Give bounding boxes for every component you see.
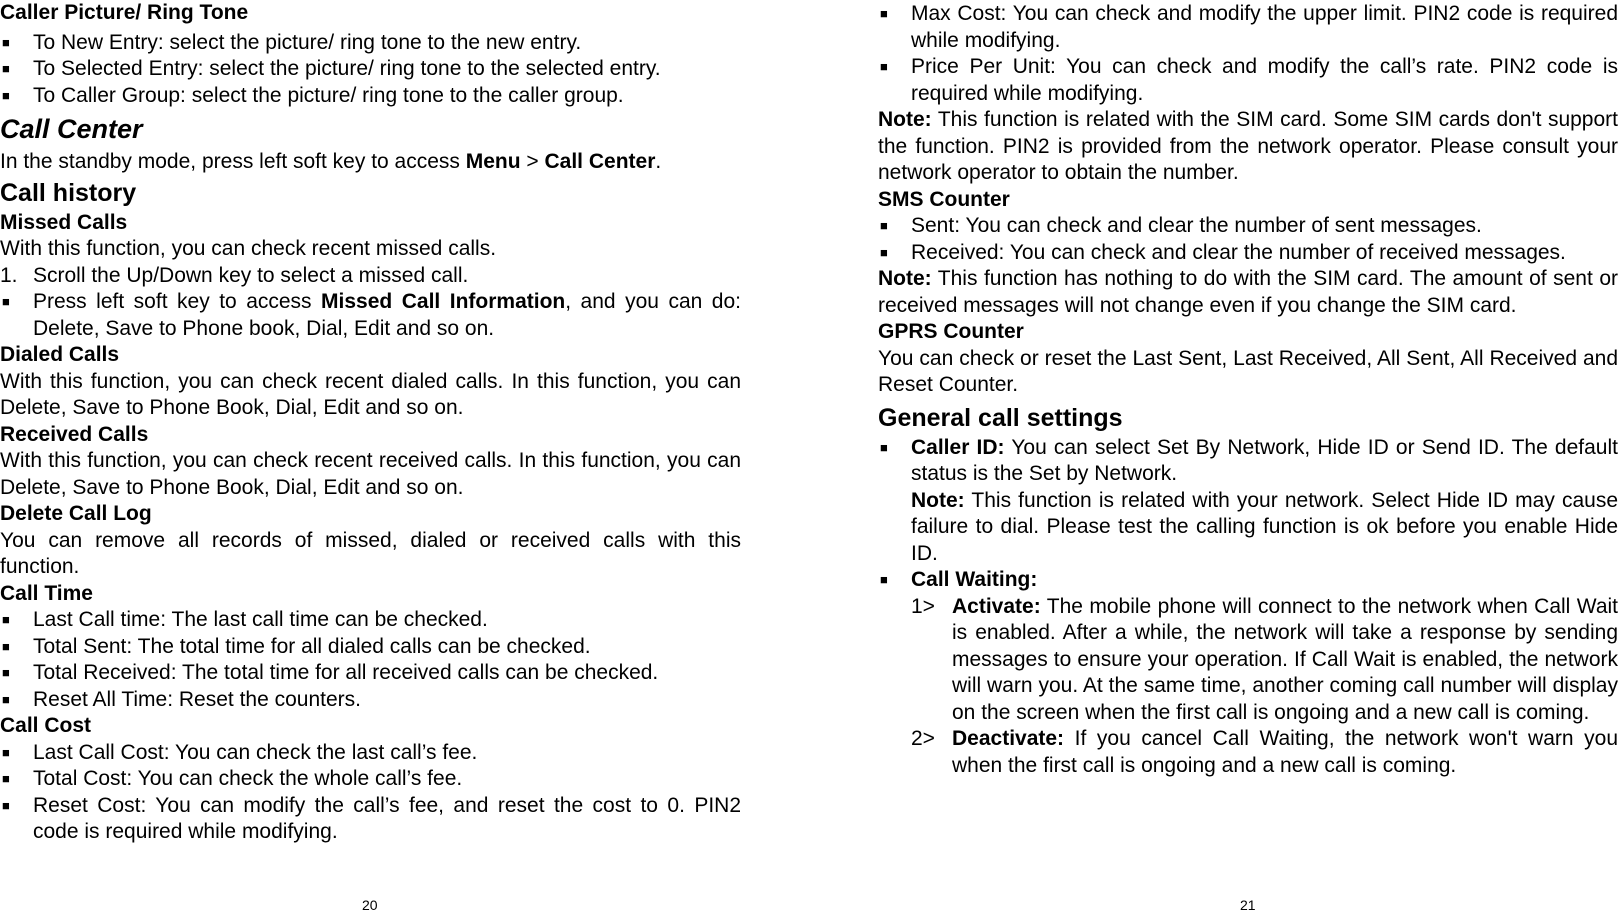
list-item: ■ Last Call time: The last call time can be checked.: [0, 607, 741, 634]
square-bullet-icon: ■: [2, 797, 10, 813]
list-item: ■ To Selected Entry: select the picture/ ring tone to the selected entry.: [0, 56, 741, 83]
list-item: ■ Total Sent: The total time for all dialed calls can be checked.: [0, 634, 741, 661]
call-cost-heading: Call Cost: [0, 714, 92, 737]
call-waiting-options: [878, 594, 1618, 780]
list-item: ■ Sent: You can check and clear the number of sent messages.: [878, 213, 1618, 240]
gprs-counter-text: You can check or reset the Last Sent, Last Received, All Sent, All Received and Reset Counter.: [878, 346, 1618, 396]
ringtone-heading: Caller Picture/ Ring Tone: [0, 1, 249, 24]
page-number-left: 20: [362, 897, 378, 913]
list-item: ■ Price Per Unit: You can check and modify the call’s rate. PIN2 code is required while modifying.: [880, 55, 1618, 105]
list-item: ■ Received: You can check and clear the number of received messages.: [878, 240, 1618, 267]
call-time-heading: Call Time: [0, 581, 93, 605]
caller-id-note: Note: This function is related with your network. Select Hide ID may cause failure to dial. Please test the calling function is ok before you enable Hide ID.: [911, 488, 1618, 565]
square-bullet-icon: ■: [880, 439, 888, 455]
received-calls-heading: Received Calls: [0, 422, 149, 446]
general-call-settings-title: General call settings: [878, 403, 1123, 432]
list-item: ■ To New Entry: select the picture/ ring tone to the new entry.: [0, 30, 741, 57]
sms-note: Note: This function has nothing to do with the SIM card. The amount of sent or received messages will not change even if you change the SIM card.: [878, 267, 1618, 317]
list-item: ■ Max Cost: You can check and modify the upper limit. PIN2 code is required while modifying.: [880, 2, 1618, 52]
list-item: ■ Reset Cost: You can modify the call’s fee, and reset the cost to 0. PIN2 code is required while modifying.: [2, 793, 741, 843]
delete-call-log-heading: Delete Call Log: [0, 502, 152, 525]
call-center-title: Call Center: [0, 114, 143, 144]
call-history-title: Call history: [0, 178, 137, 207]
list-item: ■ To Caller Group: select the picture/ ring tone to the caller group.: [0, 83, 741, 110]
square-bullet-icon: ■: [2, 771, 10, 786]
square-bullet-icon: ■: [2, 638, 10, 654]
list-item: ■ Total Cost: You can check the whole call’s fee.: [0, 766, 741, 793]
received-calls-text: With this function, you can check recent received calls. In this function, you can Delete, Save to Phone Book, Dial, Edit and so on.: [0, 449, 741, 499]
dialed-calls-heading: Dialed Calls: [0, 343, 120, 366]
numbered-step: 2> Deactivate: If you cancel Call Waiting, the network won't warn you when the first call is ongoing and a new call is coming.: [911, 727, 1618, 777]
list-item: ■ Total Received: The total time for all received calls can be checked.: [0, 660, 741, 687]
missed-calls-text: With this function, you can check recent missed calls.: [0, 237, 497, 260]
square-bullet-icon: ■: [880, 244, 888, 260]
square-bullet-icon: ■: [2, 665, 10, 680]
list-item: ■ Call Waiting:: [878, 567, 1618, 594]
missed-calls-heading: Missed Calls: [0, 210, 128, 234]
list-item: ■ Last Call Cost: You can check the last call’s fee.: [0, 740, 741, 767]
square-bullet-icon: ■: [880, 6, 888, 21]
square-bullet-icon: ■: [2, 61, 10, 76]
numbered-step: 1> Activate: The mobile phone will connect to the network when Call Wait is enabled. After a while, the network will take a response by sending messages to ensure your operation. If Call Wait is enabled, the network will warn you. At the same time, another coming call number will display on the screen when the first call is ongoing and a new call is coming.: [911, 594, 1618, 724]
square-bullet-icon: ■: [2, 691, 10, 707]
numbered-step: 1. Scroll the Up/Down key to select a missed call.: [0, 263, 469, 287]
square-bullet-icon: ■: [2, 87, 10, 103]
sim-note: Note: This function is related with the SIM card. Some SIM cards don't support the function. PIN2 is provided from the network operator. Please consult your network operator to obtain the number.: [878, 108, 1618, 184]
delete-call-log-text: You can remove all records of missed, dialed or received calls with this function.: [0, 528, 741, 578]
right-page: [878, 0, 1618, 779]
sms-counter-heading: SMS Counter: [878, 187, 1010, 211]
list-item: ■ Press left soft key to access Missed Call Information, and you can do: Delete, Save to Phone book, Dial, Edit and so on.: [2, 290, 741, 340]
call-center-intro: In the standby mode, press left soft key to access Menu > Call Center.: [0, 150, 662, 173]
square-bullet-icon: ■: [2, 744, 10, 760]
list-item: ■ Caller ID: You can select Set By Network, Hide ID or Send ID. The default status is the Set by Network.: [880, 435, 1618, 485]
square-bullet-icon: ■: [2, 294, 10, 309]
square-bullet-icon: ■: [2, 612, 10, 627]
square-bullet-icon: ■: [880, 572, 888, 587]
square-bullet-icon: ■: [2, 34, 10, 50]
square-bullet-icon: ■: [880, 218, 888, 233]
list-item: ■ Reset All Time: Reset the counters.: [0, 687, 741, 714]
square-bullet-icon: ■: [880, 59, 888, 74]
page-number-right: 21: [1240, 897, 1256, 913]
dialed-calls-text: With this function, you can check recent dialed calls. In this function, you can Delete, Save to Phone Book, Dial, Edit and so on.: [0, 369, 741, 419]
gprs-counter-heading: GPRS Counter: [878, 320, 1024, 343]
left-page: [0, 0, 741, 846]
